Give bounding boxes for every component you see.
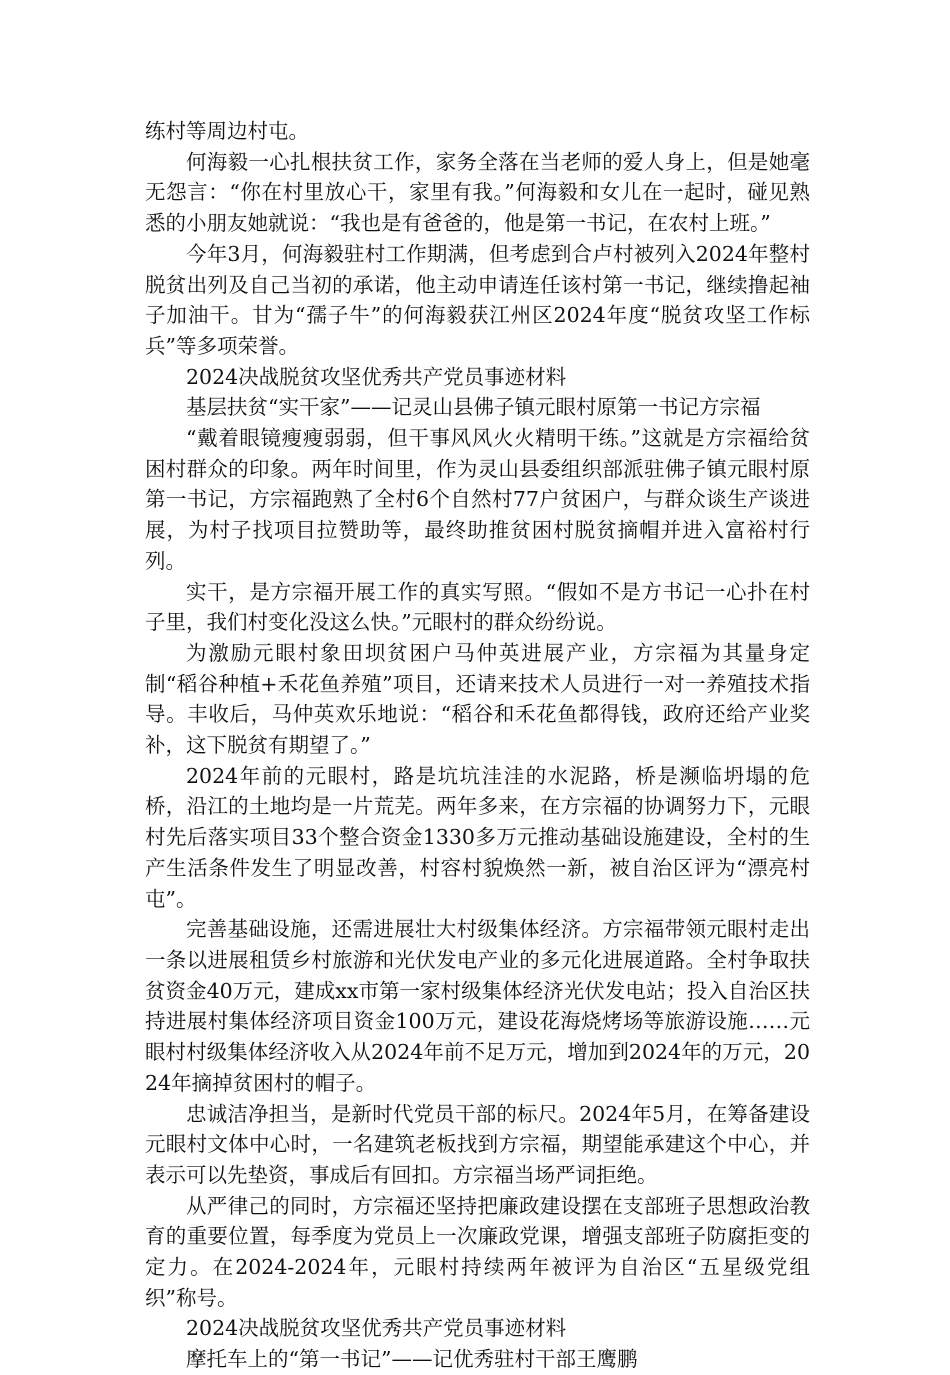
paragraph: 实干，是方宗福开展工作的真实写照。“假如不是方书记一心扑在村子里，我们村变化没这么快。”元眼村的群众纷纷说。 <box>145 579 810 635</box>
section-subtitle: 基层扶贫“实干家”——记灵山县佛子镇元眼村原第一书记方宗福 <box>186 395 761 420</box>
document-body <box>145 116 810 1375</box>
paragraph: 何海毅一心扎根扶贫工作，家务全落在当老师的爱人身上，但是她毫无怨言：“你在村里放心干，家里有我。”何海毅和女儿在一起时，碰见熟悉的小朋友她就说：“我也是有爸爸的，他是第一书记，在农村上班。” <box>145 149 810 236</box>
section-title: 2024决战脱贫攻坚优秀共产党员事迹材料 <box>186 1316 567 1341</box>
section-title: 2024决战脱贫攻坚优秀共产党员事迹材料 <box>186 364 567 389</box>
paragraph: 2024年前的元眼村，路是坑坑洼洼的水泥路，桥是濒临坍塌的危桥，沿江的土地均是一片荒芜。两年多来，在方宗福的协调努力下，元眼村先后落实项目33个整合资金1330多万元推动基础设施建设，全村的生产生活条件发生了明显改善，村容村貌焕然一新，被自治区评为“漂亮村屯”。 <box>145 763 810 911</box>
paragraph: 为激励元眼村象田坝贫困户马仲英进展产业，方宗福为其量身定制“稻谷种植+禾花鱼养殖”项目，还请来技术人员进行一对一养殖技术指导。丰收后，马仲英欢乐地说：“稻谷和禾花鱼都得钱，政府还给产业奖补，这下脱贫有期望了。” <box>145 640 810 758</box>
paragraph: 从严律己的同时，方宗福还坚持把廉政建设摆在支部班子思想政治教育的重要位置，每季度为党员上一次廉政党课，增强支部班子防腐拒变的定力。在2024-2024年，元眼村持续两年被评为自治区“五星级党组织”称号。 <box>145 1193 810 1310</box>
paragraph-continuation: 练村等周边村屯。 <box>145 119 309 143</box>
paragraph: 今年3月，何海毅驻村工作期满，但考虑到合卢村被列入2024年整村脱贫出列及自己当初的承诺，他主动申请连任该村第一书记，继续撸起袖子加油干。甘为“孺子牛”的何海毅获江州区2024年度“脱贫攻坚工作标兵”等多项荣誉。 <box>145 241 810 358</box>
paragraph: 完善基础设施，还需进展壮大村级集体经济。方宗福带领元眼村走出一条以进展租赁乡村旅游和光伏发电产业的多元化进展道路。全村争取扶贫资金40万元，建成xx市第一家村级集体经济光伏发电站；投入自治区扶持进展村集体经济项目资金100万元，建设花海烧烤场等旅游设施……元眼村村级集体经济收入从2024年前不足万元，增加到2024年的万元，2024年摘掉贫困村的帽子。 <box>145 917 810 1095</box>
paragraph: “戴着眼镜瘦瘦弱弱，但干事风风火火精明干练。”这就是方宗福给贫困村群众的印象。两年时间里，作为灵山县委组织部派驻佛子镇元眼村原第一书记，方宗福跑熟了全村6个自然村77户贫困户，与群众谈生产谈进展，为村子找项目拉赞助等，最终助推贫困村脱贫摘帽并进入富裕村行列。 <box>145 426 810 573</box>
paragraph: 忠诚洁净担当，是新时代党员干部的标尺。2024年5月，在筹备建设元眼村文体中心时，一名建筑老板找到方宗福，期望能承建这个中心，并表示可以先垫资，事成后有回扣。方宗福当场严词拒绝。 <box>145 1101 810 1187</box>
section-subtitle: 摩托车上的“第一书记”——记优秀驻村干部王鹰鹏 <box>186 1347 638 1372</box>
